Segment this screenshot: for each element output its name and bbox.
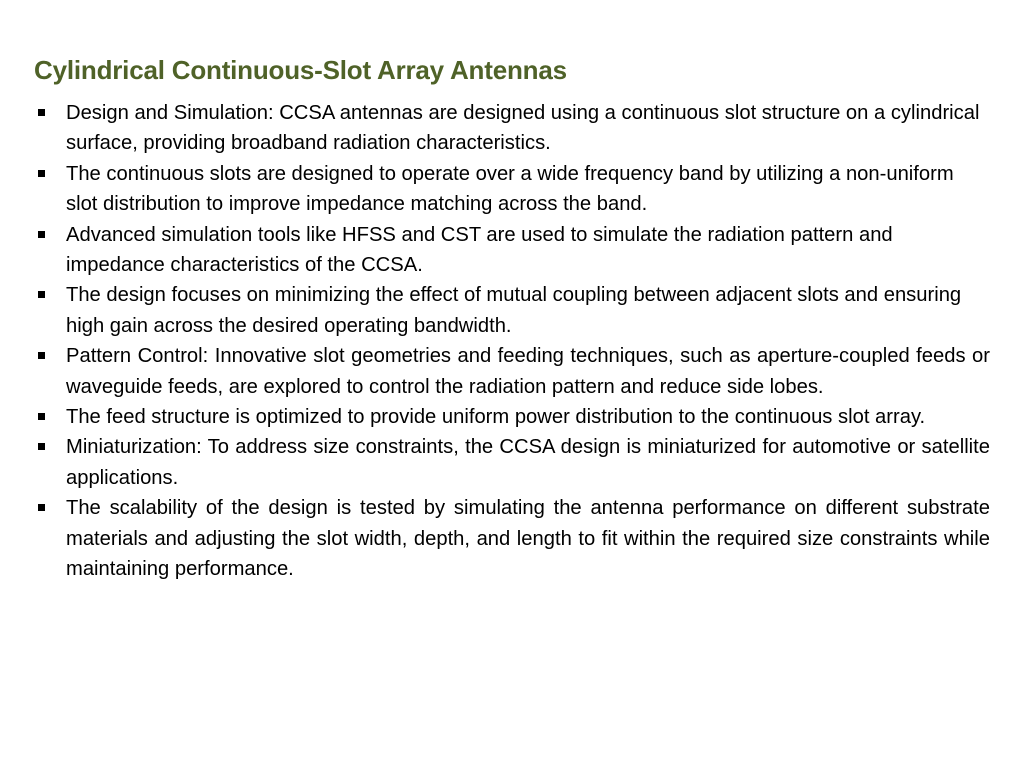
square-bullet-icon [38, 170, 45, 177]
bullet-list [34, 98, 990, 585]
list-item [34, 220, 990, 281]
list-item [34, 432, 990, 493]
page-title: Cylindrical Continuous-Slot Array Antennas [34, 55, 567, 86]
list-item [34, 98, 990, 159]
list-item [34, 280, 990, 341]
list-item-text: The continuous slots are designed to operate over a wide frequency band by utilizing a non-uniform slot distribution to improve impedance matching across the band. [66, 162, 954, 216]
square-bullet-icon [38, 352, 45, 359]
list-item-text: The feed structure is optimized to provide uniform power distribution to the continuous slot array. [66, 406, 926, 429]
square-bullet-icon [38, 109, 45, 116]
list-item [34, 493, 990, 584]
list-item-text: The scalability of the design is tested by simulating the antenna performance on different substrate materials and adjusting the slot width, depth, and length to fit within the required size constraints while maintaining performance. [66, 497, 990, 581]
square-bullet-icon [38, 443, 45, 450]
list-item [34, 341, 990, 402]
square-bullet-icon [38, 291, 45, 298]
list-item-text: The design focuses on minimizing the effect of mutual coupling between adjacent slots and ensuring high gain across the desired operating bandwidth. [66, 284, 962, 337]
list-item-text: Design and Simulation: CCSA antennas are designed using a continuous slot structure on a cylindrical surface, providing broadband radiation characteristics. [66, 102, 980, 155]
square-bullet-icon [38, 504, 45, 511]
list-item-text: Miniaturization: To address size constraints, the CCSA design is miniaturized for automotive or satellite applications. [66, 436, 990, 489]
list-item-text: Pattern Control: Innovative slot geometries and feeding techniques, such as aperture-coupled feeds or waveguide feeds, are explored to control the radiation pattern and reduce side lobes. [66, 345, 990, 398]
square-bullet-icon [38, 413, 45, 420]
list-item [34, 159, 990, 220]
list-item-text: Advanced simulation tools like HFSS and CST are used to simulate the radiation pattern and impedance characteristics of the CCSA. [66, 223, 893, 277]
list-item [34, 402, 990, 432]
square-bullet-icon [38, 231, 45, 238]
